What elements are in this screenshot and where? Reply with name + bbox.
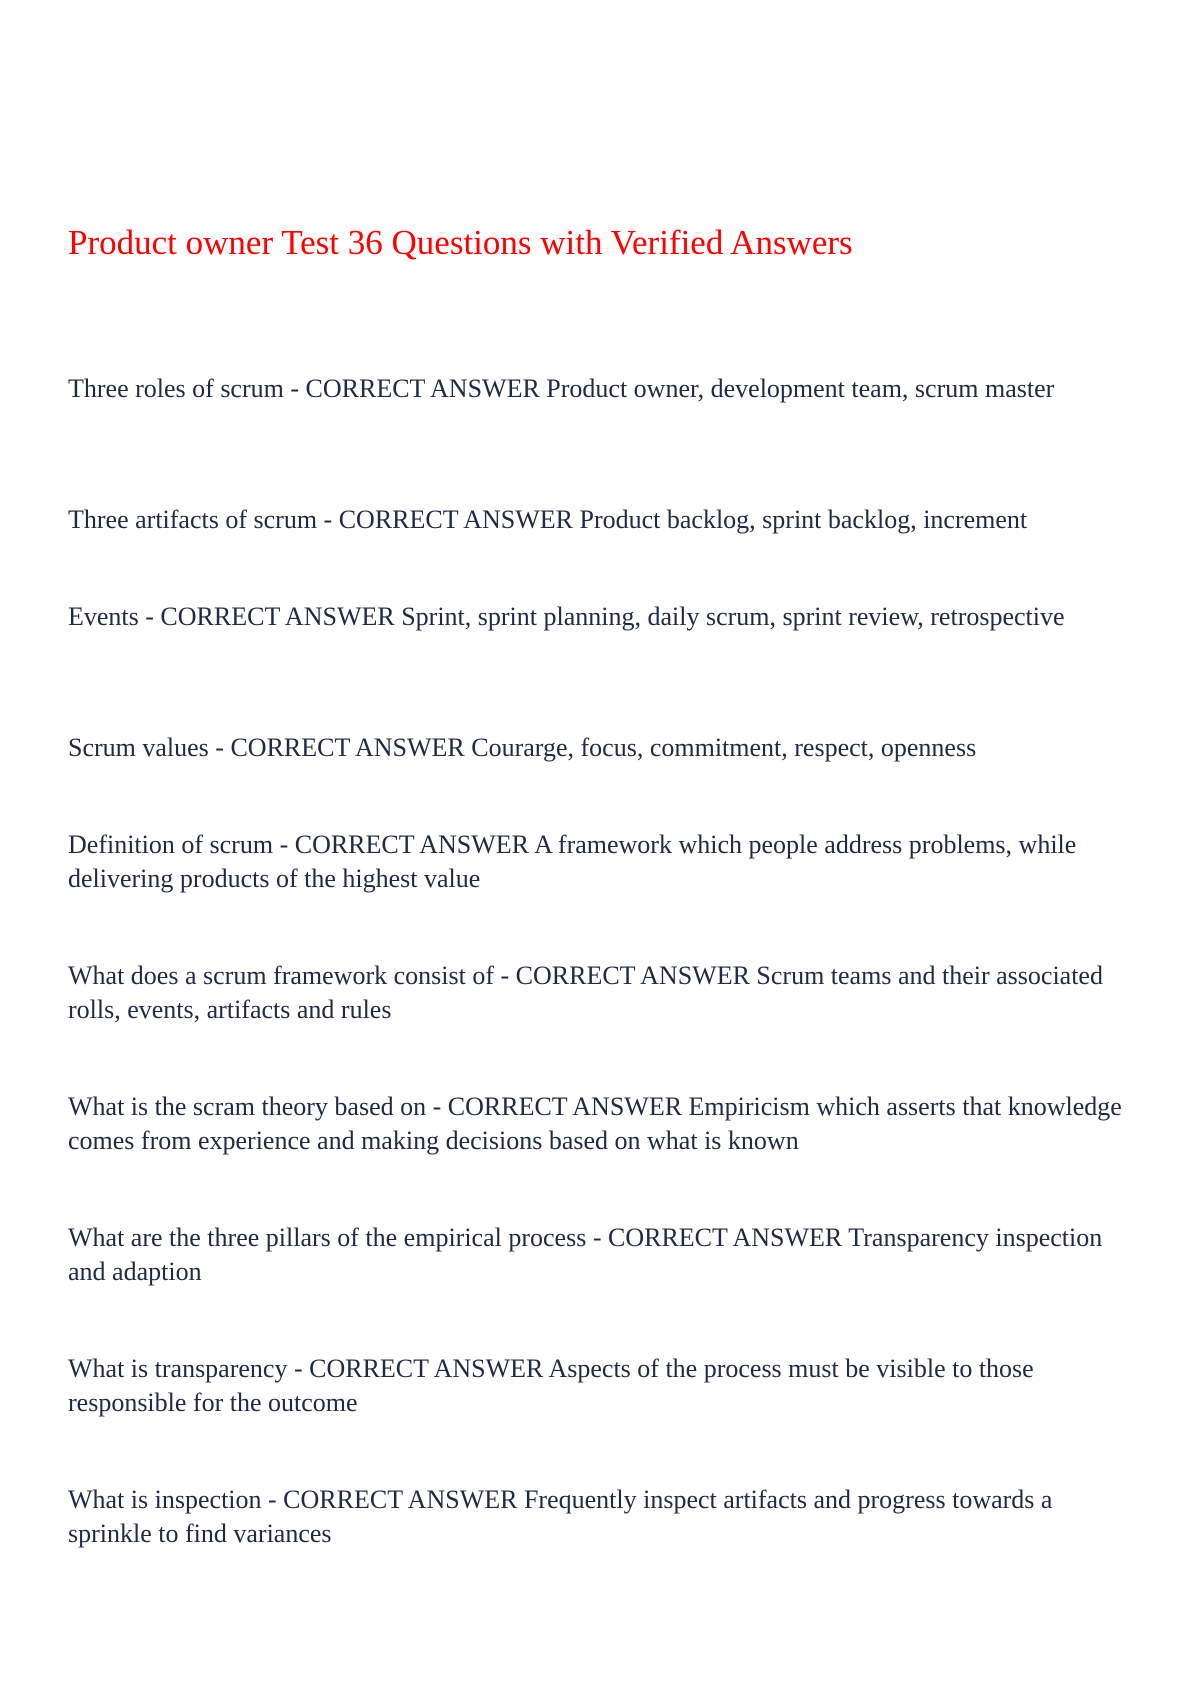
qa-item: What is the scram theory based on - CORRECT ANSWER Empiricism which asserts that knowledge comes from experience and making decisions based on what is known: [68, 1092, 1122, 1155]
qa-item: Definition of scrum - CORRECT ANSWER A framework which people address problems, while delivering products of the highest value: [68, 830, 1077, 893]
document-title: Product owner Test 36 Questions with Verified Answers: [68, 223, 853, 262]
qa-item: What are the three pillars of the empirical process - CORRECT ANSWER Transparency inspection and adaption: [68, 1223, 1103, 1286]
qa-item: Events - CORRECT ANSWER Sprint, sprint planning, daily scrum, sprint review, retrospective: [68, 602, 1065, 631]
qa-item: Three artifacts of scrum - CORRECT ANSWER Product backlog, sprint backlog, increment: [68, 505, 1028, 534]
qa-item: What is transparency - CORRECT ANSWER Aspects of the process must be visible to those responsible for the outcome: [68, 1354, 1034, 1417]
qa-item: What does a scrum framework consist of - CORRECT ANSWER Scrum teams and their associated rolls, events, artifacts and rules: [68, 961, 1103, 1024]
qa-item: Scrum values - CORRECT ANSWER Courarge, focus, commitment, respect, openness: [68, 733, 977, 762]
qa-item: What is inspection - CORRECT ANSWER Frequently inspect artifacts and progress towards a sprinkle to find variances: [68, 1485, 1053, 1548]
qa-item: Three roles of scrum - CORRECT ANSWER Product owner, development team, scrum master: [68, 374, 1055, 403]
